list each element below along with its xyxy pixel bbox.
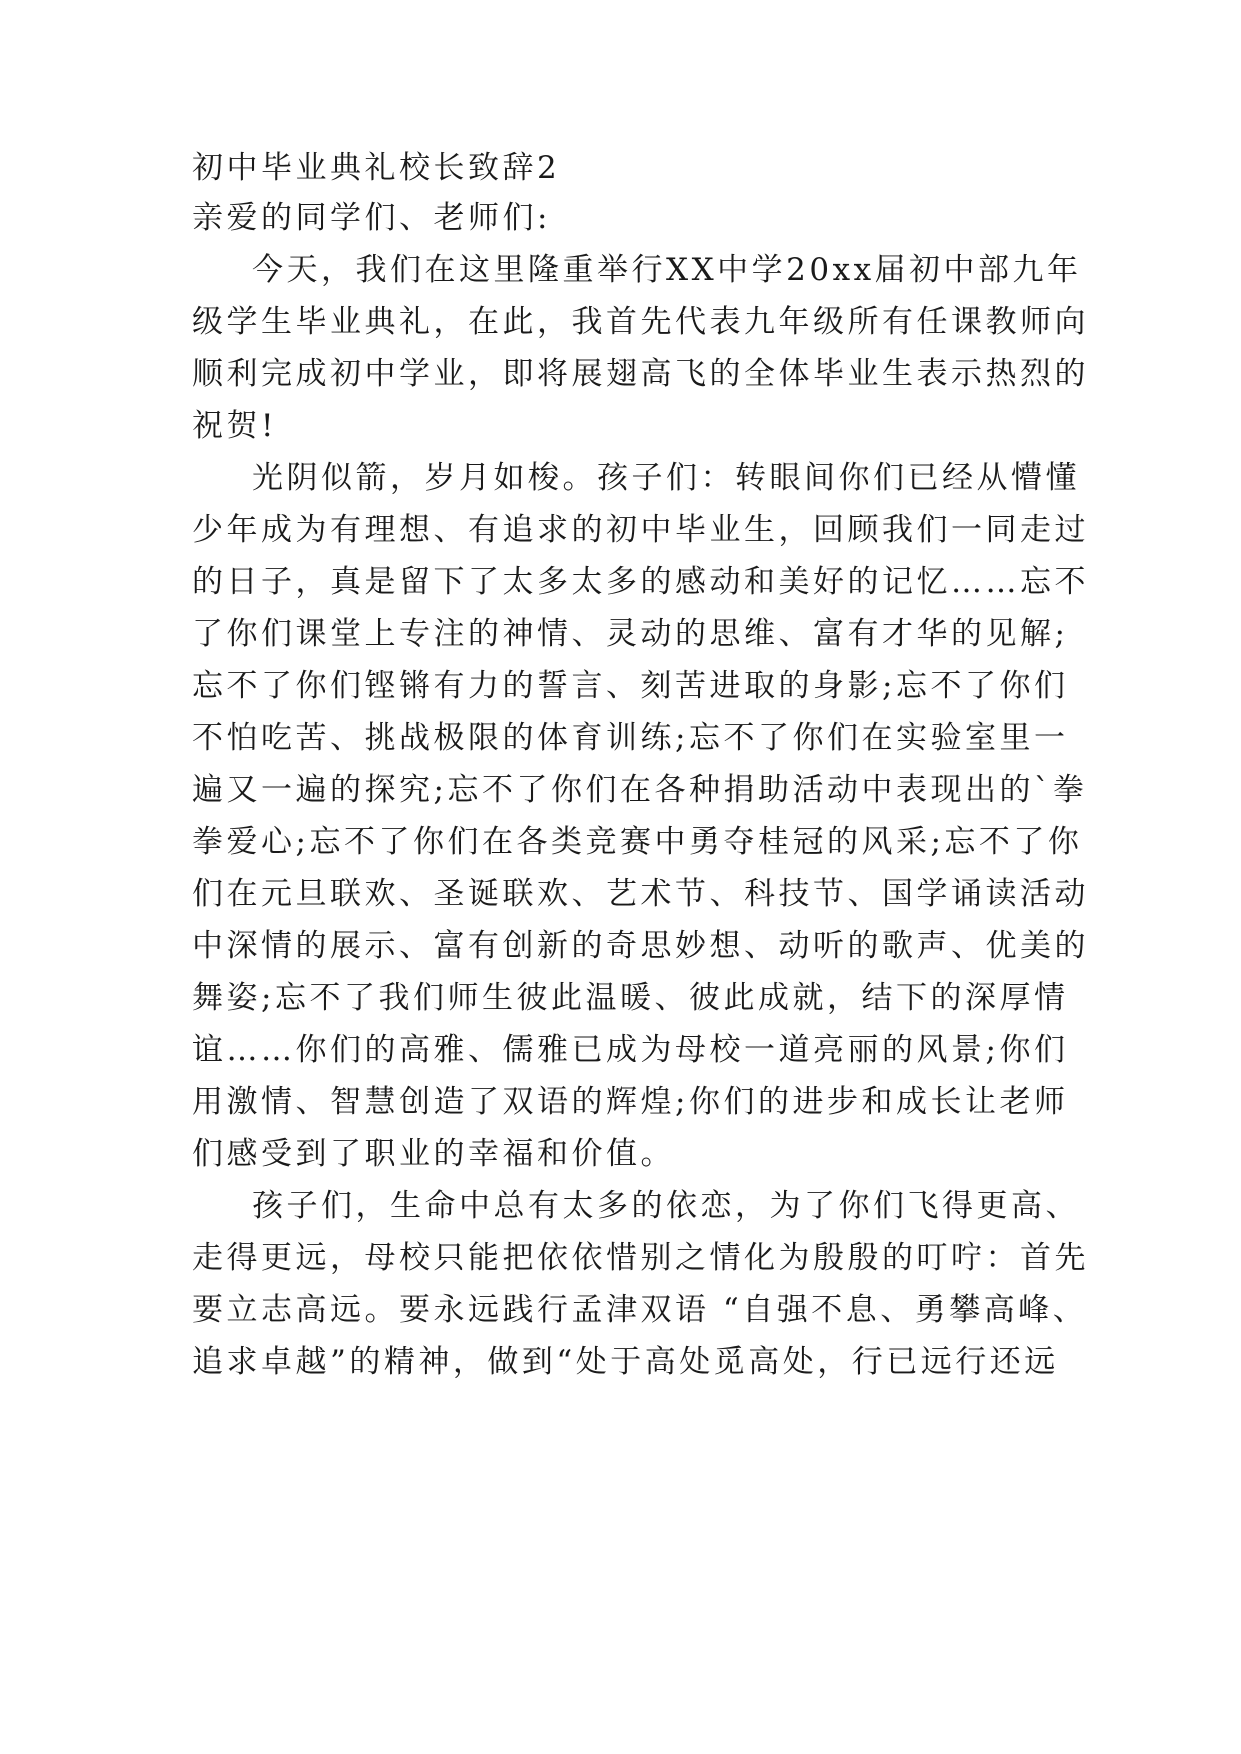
- paragraph-line: 今天，我们在这里隆重举行XX中学20xx届初中部九年: [252, 252, 1082, 288]
- paragraph-line: 中深情的展示、富有创新的奇思妙想、动听的歌声、优美的: [192, 928, 1089, 964]
- paragraph-line: 追求卓越”的精神，做到“处于高处觅高处，行已远行还远: [192, 1344, 1059, 1380]
- paragraph-line: 忘不了你们铿锵有力的誓言、刻苦进取的身影;忘不了你们: [192, 668, 1069, 704]
- paragraph-line: 了你们课堂上专注的神情、灵动的思维、富有才华的见解;: [192, 616, 1069, 652]
- paragraph-line: 们在元旦联欢、圣诞联欢、艺术节、科技节、国学诵读活动: [192, 876, 1089, 912]
- paragraph-line: 少年成为有理想、有追求的初中毕业生，回顾我们一同走过: [192, 512, 1089, 548]
- paragraph-line: 顺利完成初中学业，即将展翅高飞的全体毕业生表示热烈的: [192, 356, 1089, 392]
- paragraph-line: 用激情、智慧创造了双语的辉煌;你们的进步和成长让老师: [192, 1084, 1069, 1120]
- paragraph-line: 舞姿;忘不了我们师生彼此温暖、彼此成就，结下的深厚情: [192, 980, 1069, 1016]
- paragraph-line: 不怕吃苦、挑战极限的体育训练;忘不了你们在实验室里一: [192, 720, 1069, 756]
- paragraph-line: 们感受到了职业的幸福和价值。: [192, 1136, 675, 1172]
- paragraph-line: 要立志高远。要永远践行孟津双语 “自强不息、勇攀高峰、: [192, 1292, 1088, 1328]
- paragraph-line: 孩子们，生命中总有太多的依恋，为了你们飞得更高、: [252, 1188, 1080, 1224]
- paragraph-line: 拳爱心;忘不了你们在各类竞赛中勇夺桂冠的风采;忘不了你: [192, 824, 1083, 860]
- salutation: 亲爱的同学们、老师们:: [192, 200, 551, 236]
- paragraph-line: 走得更远，母校只能把依依惜别之情化为殷殷的叮咛：首先: [192, 1240, 1089, 1276]
- paragraph-line: 的日子，真是留下了太多太多的感动和美好的记忆……忘不: [192, 564, 1089, 600]
- paragraph-line: 光阴似箭，岁月如梭。孩子们：转眼间你们已经从懵懂: [252, 460, 1080, 496]
- paragraph-line: 级学生毕业典礼，在此，我首先代表九年级所有任课教师向: [192, 304, 1089, 340]
- paragraph-line: 祝贺!: [192, 408, 277, 444]
- document-title: 初中毕业典礼校长致辞2: [192, 150, 561, 186]
- paragraph-line: 遍又一遍的探究;忘不了你们在各种捐助活动中表现出的`拳: [192, 772, 1088, 808]
- paragraph-line: 谊……你们的高雅、儒雅已成为母校一道亮丽的风景;你们: [192, 1032, 1069, 1068]
